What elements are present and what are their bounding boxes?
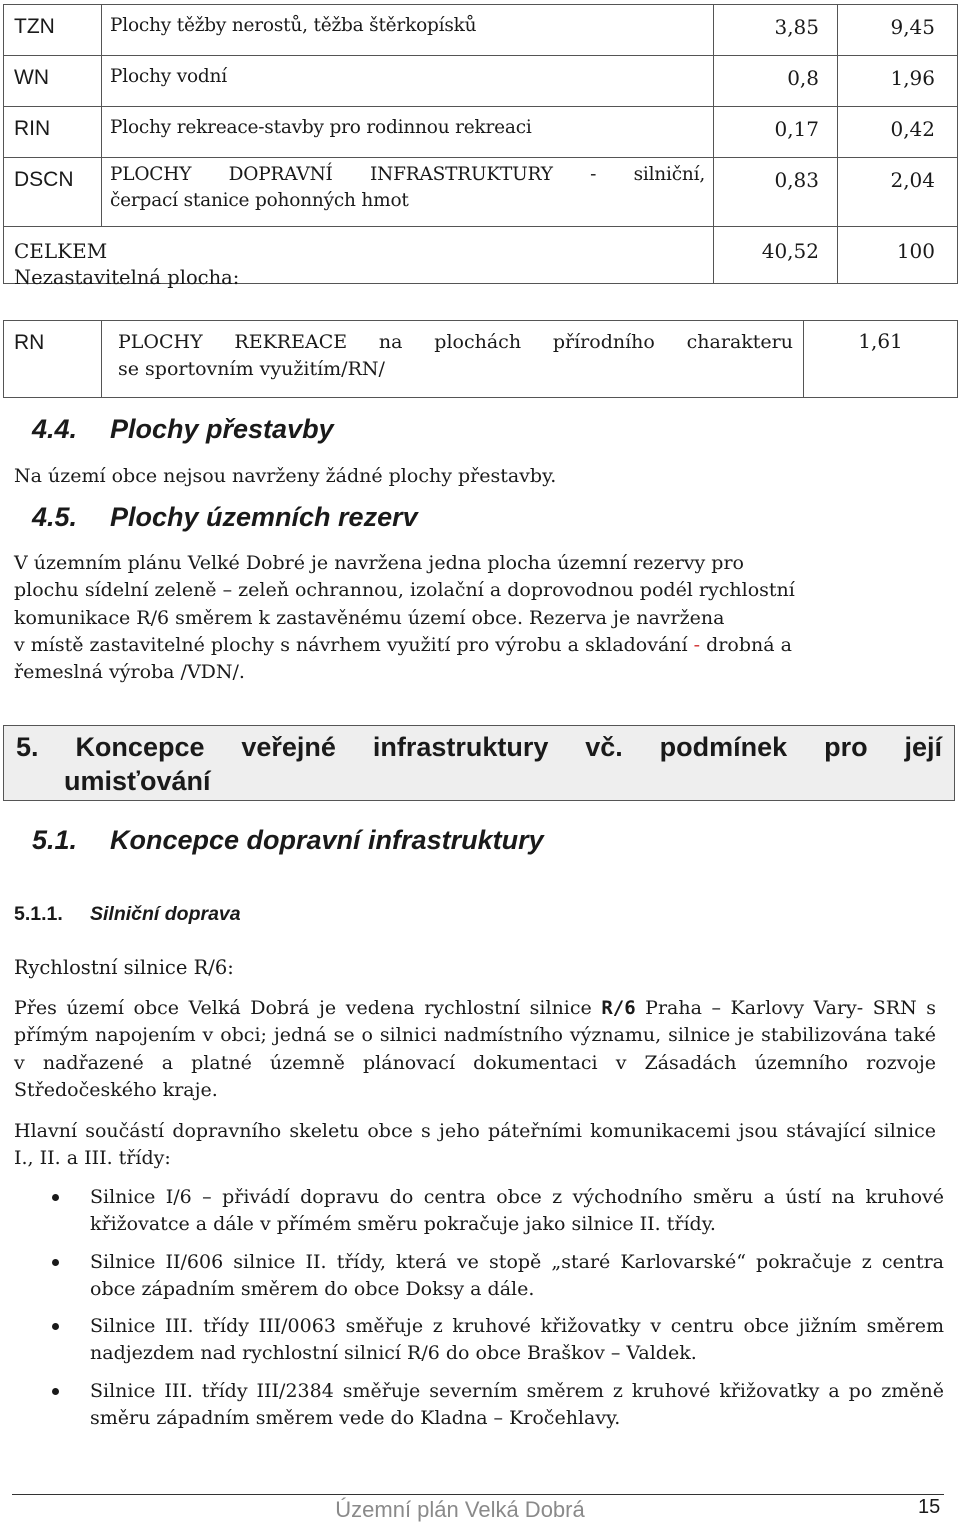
section-title: Koncepce veřejné infrastruktury vč. podmínek pro její [75,732,942,762]
footer-title: Územní plán Velká Dobrá [335,1497,585,1522]
row-code: DSCN [4,158,102,227]
text-line [14,632,944,659]
list-item [52,1249,944,1304]
row-area: 1,61 [804,321,958,398]
land-use-table [3,4,958,284]
section-title: Koncepce dopravní infrastruktury [110,825,544,855]
row-area: 0,83 [714,158,838,227]
table-row [4,107,958,158]
row-code: RN [4,321,102,398]
subheading-r6: Rychlostní silnice R/6: [14,956,234,979]
row-name [102,321,804,398]
row-area: 3,85 [714,5,838,56]
text-line: řemeslná výroba /VDN/. [14,661,245,684]
section-5-title-line1 [16,732,942,763]
section-5-heading [3,725,955,801]
section-number: 5.1.1. [14,903,63,925]
section-4-5-heading [32,502,418,533]
row-name: Plochy těžby nerostů, těžba štěrkopísků [102,5,714,56]
text-line: komunikace R/6 směrem k zastavěnému území obce. Rezerva je navržena [14,606,725,629]
bullet-icon [52,1388,59,1395]
list-item-text: Silnice III. třídy III/2384 směřuje severním směrem z kruhové křižovatky a po změně směru západním směrem vede do Kladna – Kročehlavy. [90,1379,944,1430]
bullet-icon [52,1323,59,1330]
list-item-text: Silnice III. třídy III/0063 směřuje z kruhové křižovatky v centru obce jižním směrem nadjezdem nad rychlostní silnicí R/6 do obce Braškov – Valdek. [90,1315,944,1365]
row-name: Plochy vodní [102,56,714,107]
text-segment: Praha – Karlovy Vary- SRN s přímým napojením v obci; jedná se o silnici nadmístního významu, silnice je stabilizována také v nadřazené a platné územně plánovací dokumentaci v Zásadách územního rozvoje Středočeského kraje. [14,997,936,1101]
row-percent: 2,04 [838,158,958,227]
total-area: 40,52 [714,227,838,284]
page-number: 15 [918,1496,941,1518]
row-name [102,158,714,227]
table-row [4,158,958,227]
bullet-icon [52,1194,59,1201]
bullet-icon [52,1259,59,1266]
row-name-line1: PLOCHY DOPRAVNÍ INFRASTRUKTURY - silniční, [110,164,705,185]
row-percent: 1,96 [838,56,958,107]
list-item [52,1184,944,1239]
section-4-4-heading [32,414,334,445]
row-area: 0,8 [714,56,838,107]
row-percent: 0,42 [838,107,958,158]
paragraph-r6 [14,995,936,1104]
road-code-r6: R/6 [601,997,636,1019]
row-name-line2: se sportovním využitím/RN/ [118,358,385,380]
section-5-title-line2: umisťování [64,766,211,796]
section-title: Plochy přestavby [110,414,334,444]
list-item [52,1378,944,1433]
table-row [4,321,958,398]
table-row [4,56,958,107]
section-4-4-text: Na území obce nejsou navrženy žádné plochy přestavby. [14,465,557,487]
row-code: TZN [4,5,102,56]
nonbuildable-table [3,320,958,398]
section-4-5-text [14,550,944,686]
red-dash: - [693,633,701,656]
list-item-text: Silnice I/6 – přivádí dopravu do centra obce z východního směru a ústí na kruhové křižovatce a dále v přímém směru pokračuje jako silnice II. třídy. [90,1186,944,1236]
row-name: Plochy rekreace-stavby pro rodinnou rekreaci [102,107,714,158]
section-number: 4.5. [32,502,78,532]
paragraph-road-skeleton: Hlavní součástí dopravního skeletu obce s jeho páteřními komunikacemi jsou stávající silnice I., II. a III. třídy: [14,1120,936,1170]
text-segment: Přes území obce Velká Dobrá je vedena rychlostní silnice [14,997,602,1019]
total-percent: 100 [838,227,958,284]
nonbuildable-label: Nezastavitelná plocha: [14,266,240,289]
row-name-line2: čerpací stanice pohonných hmot [110,190,409,211]
text-segment: v místě zastavitelné plochy s návrhem využití pro výrobu a skladování [14,633,688,656]
section-5-1-heading [32,825,544,856]
text-line: V územním plánu Velké Dobré je navržena jedna plocha územní rezervy pro [14,552,744,574]
section-number: 4.4. [32,414,78,444]
list-item-text: Silnice II/606 silnice II. třídy, která ve stopě „staré Karlovarské“ pokračuje z centra obce západním směrem do obce Doksy a dále. [90,1250,944,1300]
section-5-1-1-heading [14,903,241,926]
row-area: 0,17 [714,107,838,158]
road-list [52,1184,944,1442]
row-name-line1: PLOCHY REKREACE na plochách přírodního charakteru [118,331,793,353]
section-number: 5.1. [32,825,78,855]
footer-divider [12,1494,944,1495]
total-label: CELKEM [4,227,714,284]
row-code: WN [4,56,102,107]
section-number: 5. [16,732,39,762]
row-percent: 9,45 [838,5,958,56]
table-row [4,5,958,56]
section-title: Silniční doprava [90,903,241,925]
list-item [52,1313,944,1368]
text-line: plochu sídelní zeleně – zeleň ochrannou, izolační a doprovodnou podél rychlostní [14,579,795,602]
section-title: Plochy územních rezerv [110,502,418,532]
text-segment: drobná a [700,633,792,656]
row-code: RIN [4,107,102,158]
